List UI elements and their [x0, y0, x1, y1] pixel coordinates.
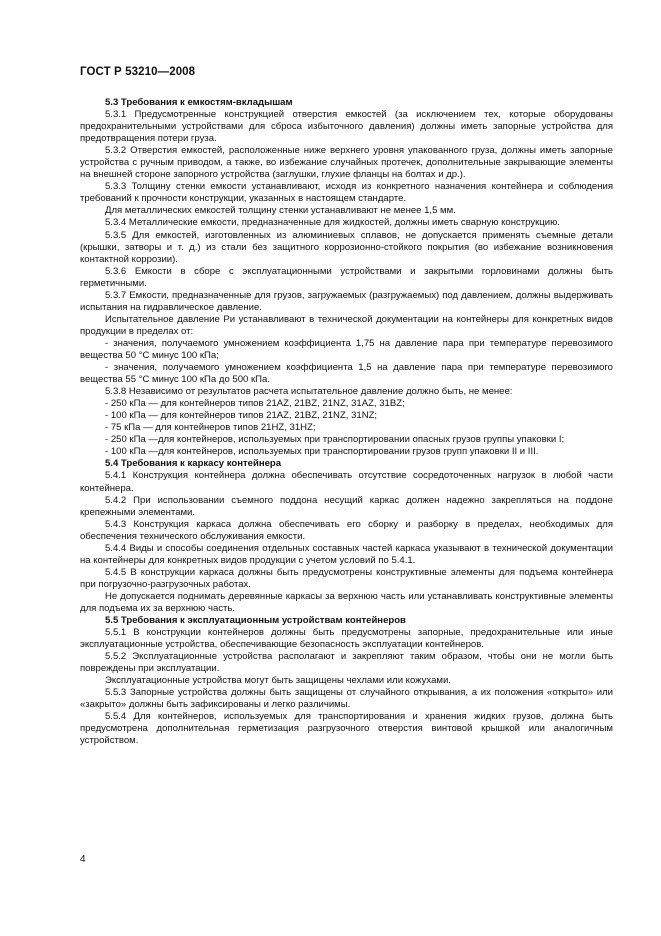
paragraph: 5.3.7 Емкости, предназначенные для грузов, загружаемых (разгружаемых) под давлением, должны выдерживать испытания на гидравлическое давление.: [80, 289, 613, 313]
paragraph: 5.5.2 Эксплуатационные устройства располагают и закрепляют таким образом, чтобы они не могли быть повреждены при эксплуатации.: [80, 651, 613, 675]
list-item: - 75 кПа — для контейнеров типов 21HZ, 31HZ;: [105, 422, 316, 434]
paragraph: 5.4.2 При использовании съемного поддона несущий каркас должен надежно закрепляться на поддоне крепежными элементами.: [80, 494, 613, 518]
paragraph: 5.3.2 Отверстия емкостей, расположенные ниже верхнего уровня упакованного груза, должны иметь запорные устройства с ручным приводом, а также, во избежание случайных протечек, дополнительные закрывающие элементы на внешней стороне запорного устройства (заглушки, глухие фланцы на болтах и др.).: [80, 145, 613, 181]
paragraph: 5.4.3 Конструкция каркаса должна обеспечивать его сборку и разборку в пределах, необходимых для обеспечения технического обслуживания емкости.: [80, 518, 613, 542]
paragraph: 5.4.5 В конструкции каркаса должны быть предусмотрены конструктивные элементы для подъема контейнера при погрузочно-разгрузочных работах.: [80, 566, 613, 590]
list-item: - 100 кПа — для контейнеров типов 21AZ, 21BZ, 21NZ, 31NZ;: [105, 410, 378, 422]
paragraph: Не допускается поднимать деревянные каркасы за верхнюю часть или устанавливать конструктивные элементы для подъема их за верхнюю часть.: [80, 590, 613, 614]
section-heading: 5.3 Требования к емкостям-вкладышам: [105, 97, 293, 108]
paragraph: 5.3.3 Толщину стенки емкости устанавливают, исходя из конкретного назначения контейнера и соблюдения требований к прочности конструкции, указанных в настоящем стандарте.: [80, 181, 613, 205]
paragraph: 5.3.8 Независимо от результатов расчета испытательное давление должно быть, не менее:: [105, 386, 513, 398]
list-item: - 250 кПа —для контейнеров, используемых при транспортировании опасных грузов группы упаковки I;: [105, 434, 565, 446]
paragraph: 5.4.4 Виды и способы соединения отдельных составных частей каркаса указывают в технической документации на контейнеры для конкретных видов продукции с учетом условий по 5.4.1.: [80, 542, 613, 566]
paragraph: 5.3.6 Емкости в сборе с эксплуатационными устройствами и закрытыми горловинами должны быть герметичными.: [80, 265, 613, 289]
paragraph: 5.5.3 Запорные устройства должны быть защищены от случайного открывания, а их положения «открыто» или «закрыто» должны быть зафиксированы и легко различимы.: [80, 687, 613, 711]
paragraph: Для металлических емкостей толщину стенки устанавливают не менее 1,5 мм.: [105, 205, 456, 217]
standard-header: ГОСТ Р 53210—2008: [80, 66, 196, 78]
paragraph: 5.4.1 Конструкция контейнера должна обеспечивать отсутствие сосредоточенных нагрузок в любой части контейнера.: [80, 470, 613, 494]
section-heading: 5.5 Требования к эксплуатационным устройствам контейнеров: [105, 615, 406, 627]
document-body: [80, 97, 613, 748]
paragraph: Эксплуатационные устройства могут быть защищены чехлами или кожухами.: [105, 675, 451, 687]
paragraph: 5.5.4 Для контейнеров, используемых для транспортирования и хранения жидких грузов, должна быть предусмотрена дополнительная герметизация разгрузочного отверстия винтовой крышкой или аналогичным устройством.: [80, 711, 613, 747]
paragraph: 5.5.1 В конструкции контейнеров должны быть предусмотрены запорные, предохранительные или иные эксплуатационные устройства, обеспечивающие безопасность эксплуатации контейнеров.: [80, 627, 613, 651]
paragraph: 5.3.4 Металлические емкости, предназначенные для жидкостей, должны иметь сварную конструкцию.: [105, 217, 560, 229]
paragraph: 5.3.5 Для емкостей, изготовленных из алюминиевых сплавов, не допускается применять съемные детали (крышки, затворы и т. д.) из стали без защитного коррозионно-стойкого покрытия (во избежание возникновения контактной коррозии).: [80, 229, 613, 265]
list-item: - значения, получаемого умножением коэффициента 1,5 на давление пара при температуре перевозимого вещества 55 °С минус 100 кПа до 500 кПа.: [80, 362, 613, 386]
list-item: - значения, получаемого умножением коэффициента 1,75 на давление пара при температуре перевозимого вещества 50 °С минус 100 кПа;: [80, 337, 613, 361]
paragraph: 5.3.1 Предусмотренные конструкцией отверстия емкостей (за исключением тех, которые оборудованы предохранительными устройствами для сброса избыточного давления) должны иметь запорные устройства для предотвращения потери груза.: [80, 109, 613, 145]
page-number: 4: [80, 854, 86, 865]
section-heading: 5.4 Требования к каркасу контейнера: [105, 458, 282, 470]
list-item: - 100 кПа —для контейнеров, используемых при транспортировании грузов групп упаковки II и III.: [105, 446, 539, 458]
list-item: - 250 кПа — для контейнеров типов 21AZ, 21BZ, 21NZ, 31AZ, 31BZ;: [105, 398, 405, 410]
paragraph: Испытательное давление Pи устанавливают в технической документации на контейнеры для конкретных видов продукции в пределах от:: [80, 313, 613, 337]
